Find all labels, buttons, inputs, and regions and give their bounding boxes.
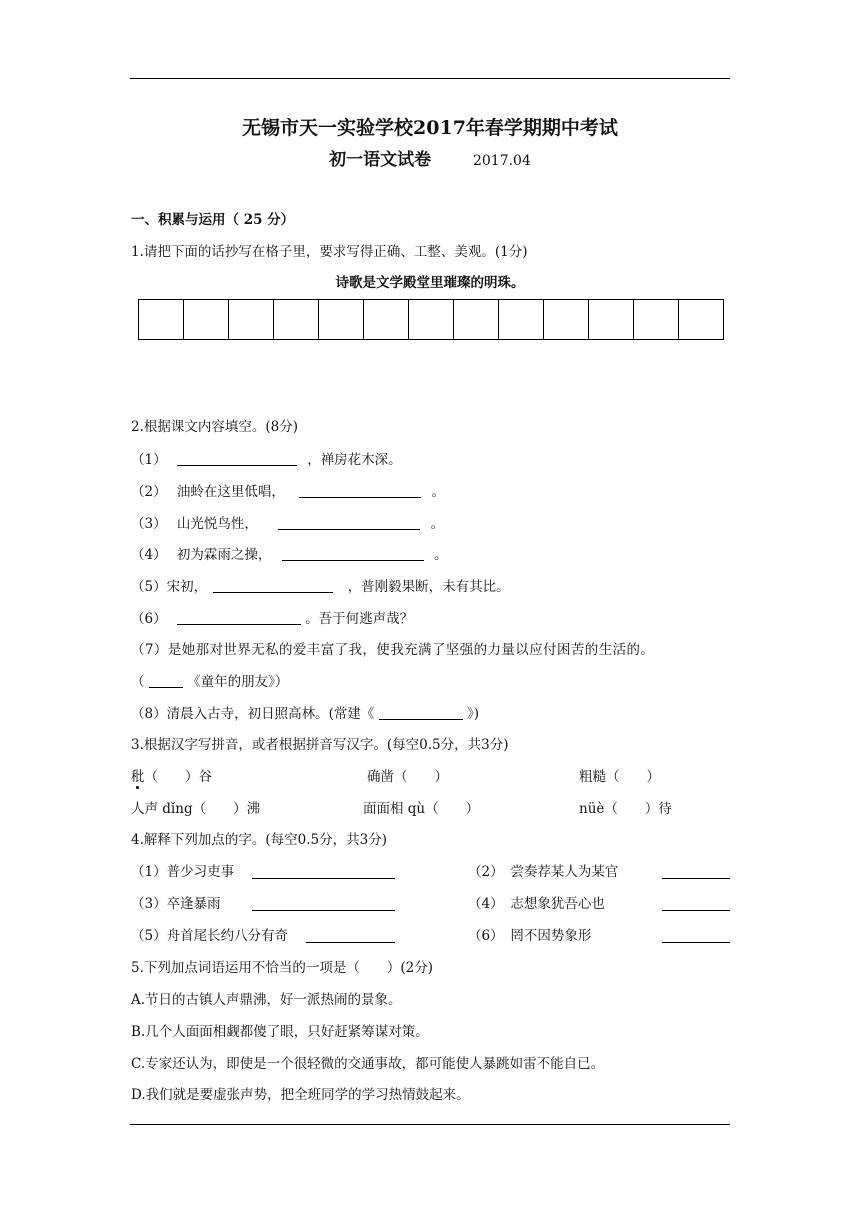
q3-prompt: 3.根据汉字写拼音，或者根据拼音写汉字。(每空0.5分，共3分) — [131, 737, 509, 753]
q2-item-8 — [131, 705, 479, 723]
grid-cell[interactable] — [589, 299, 634, 340]
q2-item-2 — [131, 483, 445, 501]
grid-cell[interactable] — [184, 299, 229, 340]
answer-blank[interactable] — [662, 928, 730, 943]
q4-item-6: （6） 罔不因势象形 — [468, 928, 592, 944]
grid-cell[interactable] — [544, 299, 589, 340]
grid-cell[interactable] — [499, 299, 544, 340]
grid-cell[interactable] — [229, 299, 274, 340]
grid-cell[interactable] — [679, 299, 724, 340]
q2-item-1 — [131, 451, 402, 469]
writing-grid[interactable] — [138, 299, 724, 340]
q4-item-4: （4） 志想象犹吾心也 — [468, 896, 605, 912]
q2-item-3 — [131, 515, 444, 533]
item-end: 。 — [430, 516, 444, 532]
grid-cell[interactable] — [454, 299, 499, 340]
grid-cell[interactable] — [319, 299, 364, 340]
bottom-rule — [130, 1124, 730, 1125]
q2-item-7: （7）是她那对世界无私的爱丰富了我，使我充满了坚强的力量以应付困苦的生活的。 — [131, 642, 655, 658]
grid-cell[interactable] — [409, 299, 454, 340]
answer-blank[interactable] — [177, 451, 297, 466]
answer-blank[interactable] — [177, 610, 301, 625]
grid-cell[interactable] — [364, 299, 409, 340]
item-text: 粗糙 — [579, 769, 606, 785]
item-text: 山光悦鸟性， — [176, 516, 258, 532]
grid-cell[interactable] — [274, 299, 319, 340]
item-number: （3） — [131, 516, 167, 532]
grid-cell[interactable] — [634, 299, 679, 340]
item-text: （ ） — [606, 769, 660, 785]
q2-item-5 — [131, 578, 510, 596]
q1-sentence: 诗歌是文学殿堂里璀璨的明珠。 — [335, 275, 525, 291]
q3-item-1 — [131, 768, 212, 786]
q3-item-2 — [367, 768, 448, 786]
q3-item-3 — [579, 768, 660, 786]
q2-item-6 — [131, 610, 413, 628]
item-text: ，禅房花木深。 — [307, 452, 402, 468]
answer-blank[interactable] — [252, 864, 395, 879]
answer-blank[interactable] — [306, 928, 395, 943]
q3-item-5: 面面相 qù（ ） — [363, 801, 480, 817]
q3-item-6: nüè（ ）待 — [579, 801, 672, 817]
item-text: （ ）谷 — [144, 769, 212, 785]
item-end: 。 — [433, 547, 448, 563]
q2-prompt: 2.根据课文内容填空。(8分) — [131, 419, 299, 435]
item-end: 。 — [431, 484, 445, 500]
item-text: 《童年的朋友》） — [187, 674, 289, 690]
q2-item-7-source — [131, 673, 288, 691]
answer-blank[interactable] — [662, 864, 730, 879]
exam-subtitle: 初一语文试卷 — [329, 150, 432, 170]
q4-item-1: （1）普少习吏事 — [131, 864, 235, 880]
answer-blank[interactable] — [252, 896, 395, 911]
item-text: （5）宋初， — [131, 579, 208, 595]
item-text: 初为霖雨之操， — [176, 547, 272, 563]
item-number: （6） — [131, 611, 167, 627]
answer-blank[interactable] — [149, 673, 183, 688]
item-number: （1） — [131, 452, 167, 468]
section-heading: 一、积累与运用（ 25 分） — [131, 212, 295, 228]
item-text: 》) — [466, 706, 479, 722]
q1-prompt: 1.请把下面的话抄写在格子里，要求写得正确、工整、美观。(1分) — [131, 244, 528, 260]
item-text: ，普刚毅果断，未有其比。 — [347, 579, 510, 595]
q3-item-4: 人声 dǐng（ ）沸 — [131, 801, 261, 817]
dotted-char: 秕 — [131, 769, 145, 785]
q4-item-2: （2） 尝奏荐某人为某官 — [468, 864, 619, 880]
answer-blank[interactable] — [662, 896, 730, 911]
exam-date: 2017.04 — [472, 153, 531, 169]
answer-blank[interactable] — [278, 515, 420, 530]
answer-blank[interactable] — [299, 483, 421, 498]
q4-item-3: （3）卒逢暴雨 — [131, 896, 221, 912]
exam-subtitle-row — [0, 145, 860, 170]
q4-prompt: 4.解释下列加点的字。(每空0.5分，共3分) — [131, 832, 387, 848]
q5-option-b[interactable]: B.几个人面面相觑都傻了眼，只好赶紧筹谋对策。 — [131, 1024, 429, 1040]
q5-option-a[interactable]: A.节日的古镇人声鼎沸，好一派热闹的景象。 — [131, 992, 402, 1008]
top-rule — [130, 78, 730, 79]
item-number: （4） — [131, 547, 167, 563]
q5-option-c[interactable]: C.专家还认为，即使是一个很轻微的交通事故，都可能使人暴跳如雷不能自已。 — [131, 1056, 605, 1072]
answer-blank[interactable] — [213, 578, 333, 593]
answer-blank[interactable] — [282, 546, 424, 561]
exam-title: 无锡市天一实验学校2017年春学期期中考试 — [242, 117, 618, 139]
item-text: （8）清晨入古寺，初日照高林。(常建《 — [131, 706, 375, 722]
item-text: 。吾于何逃声哉？ — [305, 611, 414, 627]
q5-prompt: 5.下列加点词语运用不恰当的一项是（ ）(2分) — [131, 960, 434, 976]
q4-item-5: （5）舟首尾长约八分有奇 — [131, 928, 289, 944]
grid-cell[interactable] — [139, 299, 184, 340]
item-text: 确凿 — [367, 769, 394, 785]
item-text: 油蛉在这里低唱， — [176, 484, 285, 500]
q5-option-d[interactable]: D.我们就是要虚张声势，把全班同学的学习热情鼓起来。 — [131, 1087, 470, 1103]
answer-blank[interactable] — [379, 705, 463, 720]
q2-item-4 — [131, 546, 447, 564]
item-number: （2） — [131, 484, 167, 500]
item-text: （ — [131, 674, 145, 690]
item-text: （ ） — [394, 769, 448, 785]
